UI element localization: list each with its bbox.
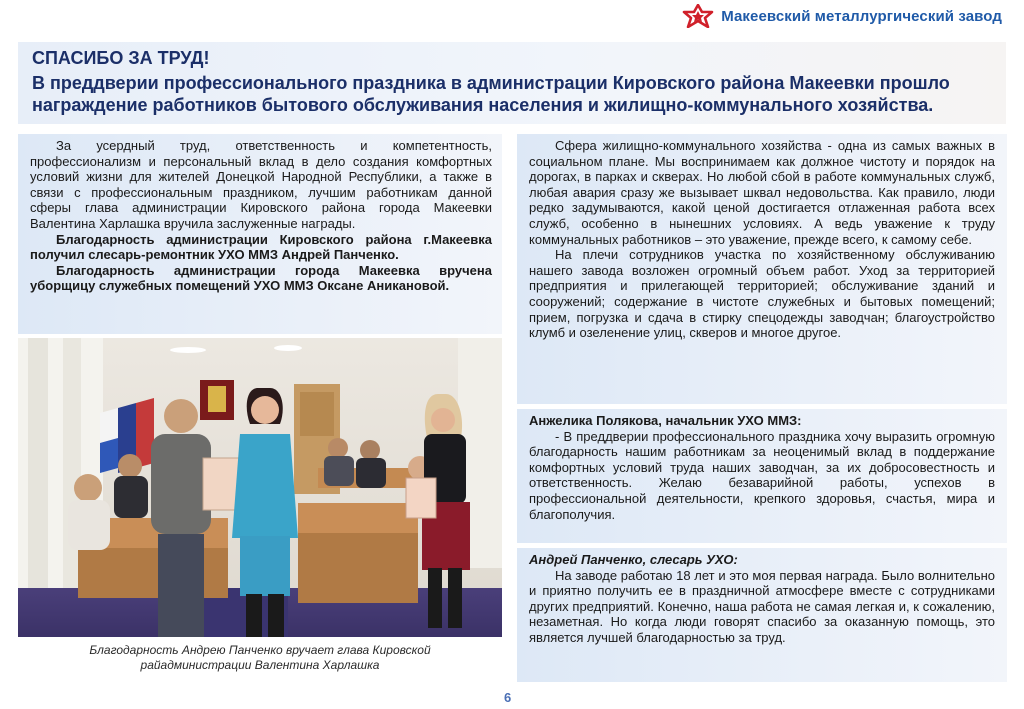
brand-name: Макеевский металлургический завод bbox=[721, 7, 1002, 25]
brand-header bbox=[681, 4, 1002, 28]
article-headline: СПАСИБО ЗА ТРУД! bbox=[32, 48, 210, 68]
award-note-1: Благодарность администрации Кировского района г.Макеевка получил слесарь-ремонтник УХО ММЗ Андрей Панченко. bbox=[30, 231, 492, 263]
context-paragraph-2: На плечи сотрудников участка по хозяйственному обслуживанию нашего завода возложен огромный объем работ. Уход за территорией предприятия и прилегающей территорией; обслуживание зданий и сооружений; содержание в чистоте служебных и бытовых помещений; прием, погрузка и сдача в стирку спецодежды заводчан; благоустройство клумб и озеленение улиц, скверов и многое другое. bbox=[529, 247, 995, 341]
quote-speaker-1: Анжелика Полякова, начальник УХО ММЗ: bbox=[529, 413, 802, 428]
context-paragraph-1: Сфера жилищно-коммунального хозяйства - одна из самых важных в социальном плане. Мы воспринимаем как должное чистоту и порядок на дорогах, в парках и скверах. Но любой сбой в работе коммунальных служб, любая авария сразу же вызывает шквал недовольства. Как правило, люди редко задумываются, какой ценой достигается отлаженная работа всех служб, особенно в нынешних условиях. А ведь уважение к труду коммунальных работников – это уважение, прежде всего, к самому себе. bbox=[529, 138, 995, 247]
context-panel bbox=[517, 134, 1007, 404]
photo-caption-line-1: Благодарность Андрею Панченко вручает глава Кировской bbox=[89, 643, 431, 657]
photo-caption bbox=[18, 637, 502, 680]
intro-paragraph: За усердный труд, ответственность и компетентность, профессионализм и персональный вклад в дело создания комфортных условий жизни для жителей Донецкой Народной Республики, а также в связи с профессиональным праздником, лучшим работникам данной сферы глава администрации Кировского района города Макеевки Валентина Харлашка вручила заслуженные награды. bbox=[30, 138, 492, 231]
article-subheadline: В преддверии профессионального праздника в администрации Кировского района Макеевки прошло награждение работников бытового обслуживания населения и жилищно-коммунального хозяйства. bbox=[32, 73, 950, 115]
photo-caption-line-2: райадминистрации Валентина Харлашка bbox=[140, 658, 380, 672]
quote-text-2: На заводе работаю 18 лет и это моя первая награда. Было волнительно и приятно получить ее в праздничной атмосфере вместе с сотрудниками других предприятий. Конечно, наша работа не самая легкая и, к сожалению, незаметная. Но когда люди говорят спасибо за оказанную помощь, это является лучшей благодарностью за труд. bbox=[529, 567, 995, 645]
page-number: 6 bbox=[504, 690, 512, 705]
mmz-star-logo-icon bbox=[681, 4, 715, 28]
quote-text-1: - В преддверии профессионального праздника хочу выразить огромную благодарность нашим работникам за неоценимый вклад в поддержание комфортных условий труда наших заводчан, за их добросовестность и ответственность. Желаю безаварийной работы, успехов в профессиональной деятельности, крепкого здоровья, счастья, мира и благополучия. bbox=[529, 428, 995, 522]
quote-panel-polyakova bbox=[517, 409, 1007, 543]
intro-panel bbox=[18, 134, 502, 334]
award-note-2: Благодарность администрации города Макеевка вручена уборщицу служебных помещений УХО ММЗ Оксане Аникановой. bbox=[30, 262, 492, 294]
quote-speaker-2: Андрей Панченко, слесарь УХО: bbox=[529, 552, 738, 567]
award-ceremony-illustration bbox=[18, 338, 502, 680]
award-photo bbox=[18, 338, 502, 680]
article-title-box bbox=[18, 42, 1006, 124]
quote-panel-panchenko bbox=[517, 548, 1007, 682]
